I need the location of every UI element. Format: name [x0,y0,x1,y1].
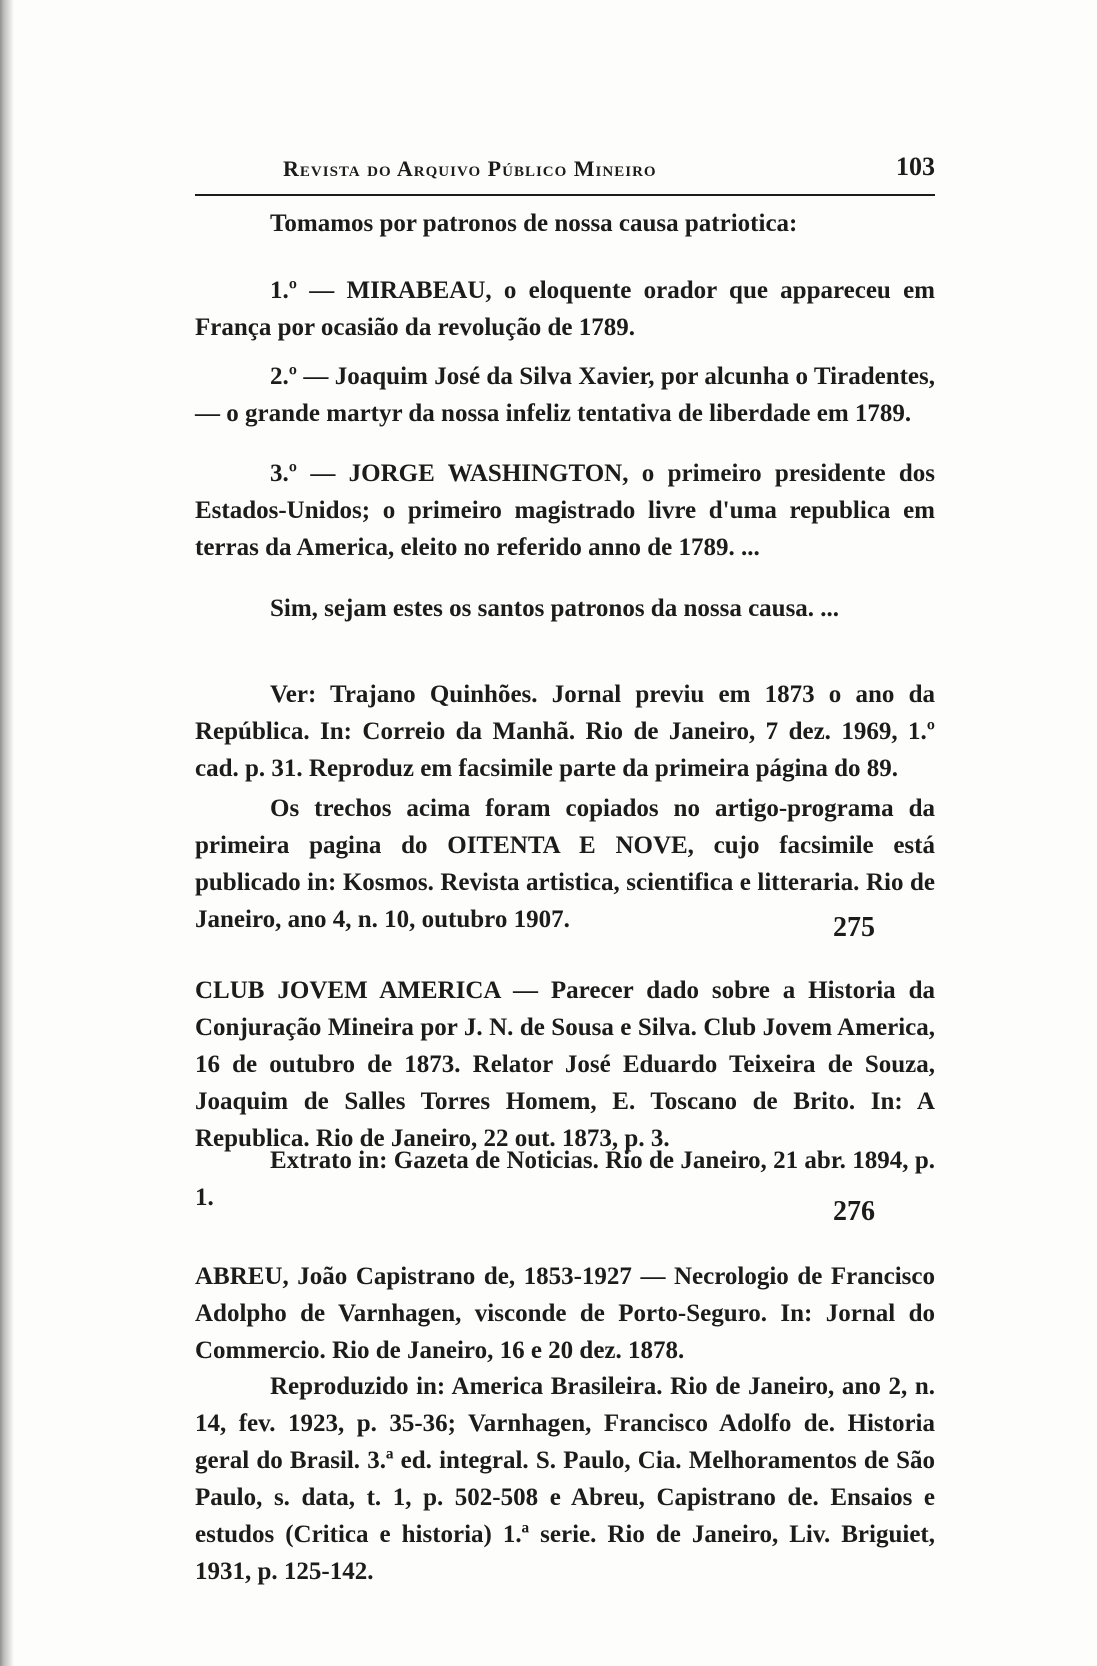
ver-paragraph: Ver: Trajano Quinhões. Jornal previu em 1873 o ano da República. In: Correio da Manhã. Rio de Janeiro, 7 dez. 1969, 1.º cad. p. 31. Reproduz em facsimile parte da primeira página do 89. [195,681,935,782]
patron-item-1: 1.º — MIRABEAU, o eloquente orador que appareceu em França por ocasião da revolução de 1789. [195,277,935,341]
running-header [195,150,935,190]
entry-275-text: CLUB JOVEM AMERICA — Parecer dado sobre a Historia da Conjuração Mineira por J. N. de Sousa e Silva. Club Jovem America, 16 de outubro de 1873. Relator José Eduardo Teixeira de Souza, Joaquim de Salles Torres Homem, E. Toscano de Brito. In: A Republica. Rio de Janeiro, 22 out. 1873, p. 3. [195,977,935,1152]
patron-item-2: 2.º — Joaquim José da Silva Xavier, por alcunha o Tiradentes, — o grande martyr da nossa infeliz tentativa de liberdade em 1789. [195,363,935,427]
closing-line: Sim, sejam estes os santos patronos da nossa causa. ... [270,595,840,622]
entry-276-text: ABREU, João Capistrano de, 1853-1927 — Necrologio de Francisco Adolpho de Varnhagen, visconde de Porto-Seguro. In: Jornal do Commercio. Rio de Janeiro, 16 e 20 dez. 1878. [195,1263,935,1364]
entry-number-276: 276 [833,1196,875,1227]
patron-item-3: 3.º — JORGE WASHINGTON, o primeiro presidente dos Estados-Unidos; o primeiro magistrado livre d'uma republica em terras da America, eleito no referido anno de 1789. ... [195,460,935,561]
journal-title: Revista do Arquivo Público Mineiro [283,156,657,181]
intro-line: Tomamos por patronos de nossa causa patriotica: [270,210,798,237]
entry-275-extract: Extrato in: Gazeta de Noticias. Rio de Janeiro, 21 abr. 1894, p. 1. [195,1147,935,1211]
entry-number-275: 275 [833,912,875,943]
trechos-paragraph: Os trechos acima foram copiados no artigo-programa da primeira pagina do OITENTA E NOVE, cujo facsimile está publicado in: Kosmos. Revista artistica, scientifica e litteraria. Rio de Janeiro, ano 4, n. 10, outubro 1907. [195,795,935,933]
page-number: 103 [896,152,935,181]
entry-276-reproduced: Reproduzido in: America Brasileira. Rio de Janeiro, ano 2, n. 14, fev. 1923, p. 35-36; Varnhagen, Francisco Adolfo de. Historia geral do Brasil. 3.ª ed. integral. S. Paulo, Cia. Melhoramentos de São Paulo, s. data, t. 1, p. 502-508 e Abreu, Capistrano de. Ensaios e estudos (Critica e historia) 1.ª serie. Rio de Janeiro, Liv. Briguiet, 1931, p. 125-142. [195,1373,935,1585]
header-rule [195,194,935,196]
scan-edge-shadow [0,0,14,1666]
